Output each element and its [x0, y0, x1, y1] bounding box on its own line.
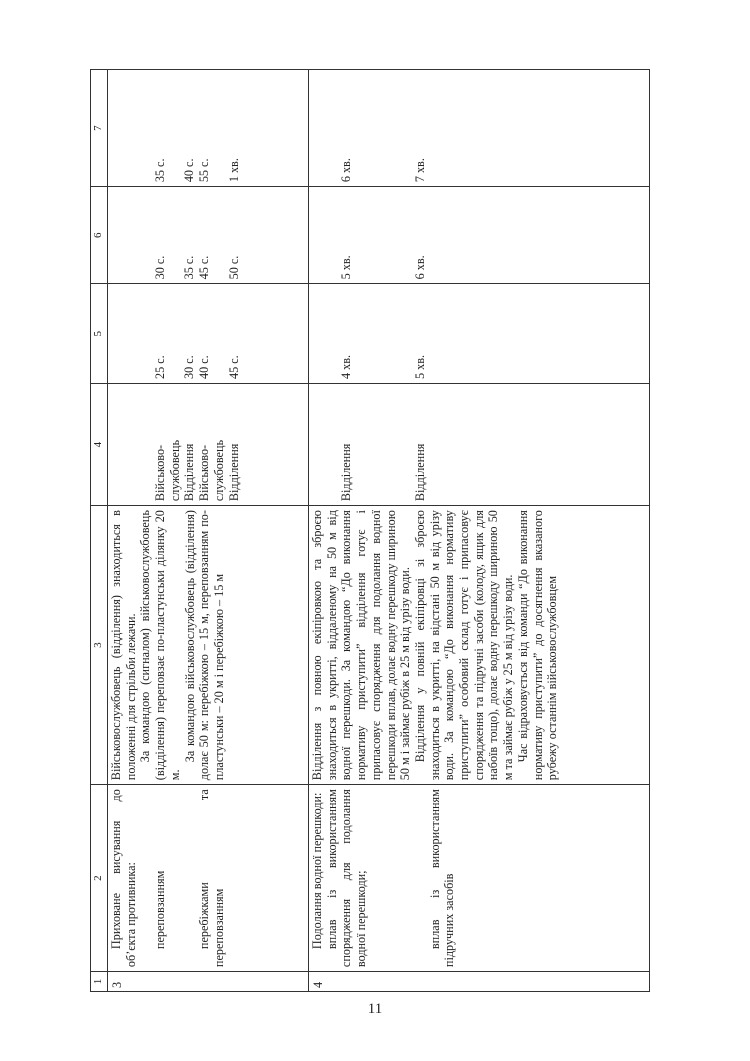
condition-text: За командою військовослужбовець (відділення) долає 50 м: перебіжкою – 15 м, переповзанням по-пластунськи – 20 м і перебіжкою – 15 м — [182, 510, 226, 781]
time-value: 1 хв. — [226, 158, 241, 183]
row-number: 4 — [309, 972, 650, 992]
time-value: 45 с. — [197, 255, 212, 280]
performer: Відділення — [226, 443, 241, 502]
good-cell — [309, 187, 650, 284]
table-row — [309, 70, 650, 992]
column-number: 1 — [91, 972, 108, 992]
exercise-item: перебіжками та переповзанням — [197, 789, 226, 968]
time-value: 30 с. — [182, 355, 197, 380]
column-number-row — [91, 70, 108, 992]
time-value: 6 хв. — [412, 255, 427, 280]
condition-text: За командою (сигналом) військовослужбовець (відділення) переповзає по-пластунськи ділянку 20 м. — [138, 510, 182, 781]
time-value: 45 с. — [226, 355, 241, 380]
page-number: 11 — [367, 1001, 383, 1017]
satisfactory-cell — [309, 70, 650, 187]
time-value: 30 с. — [153, 255, 168, 280]
condition-text: Військовослужбовець (відділення) знаходиться в положенні для стрільби лежачи. — [109, 510, 138, 781]
exercise-cell — [309, 785, 650, 972]
column-number: 4 — [91, 384, 108, 506]
conditions-cell — [108, 506, 309, 785]
column-number: 6 — [91, 187, 108, 284]
table-row — [108, 70, 309, 992]
exercise-item: вплав із використанням підручних засобів — [427, 789, 457, 968]
performer: Відділення — [412, 443, 427, 502]
excellent-cell — [309, 284, 650, 384]
time-value: 7 хв. — [412, 158, 427, 183]
exercise-cell — [108, 785, 309, 972]
time-value: 55 с. — [197, 158, 212, 183]
exercise-title: Подолання водної перешкоди: — [310, 792, 324, 950]
time-value: 35 с. — [182, 255, 197, 280]
time-value: 35 с. — [153, 158, 168, 183]
time-value: 50 с. — [226, 255, 241, 280]
condition-text: Відділення у повній екіпіровці зі зброєю знаходиться в укритті, на відстані 50 м від урізу води. За командою “До виконання нормативу приступити” особовий склад готує і припасовує спорядження та підручні засоби (колоду, ящик для набоїв тощо), долає водну перешкоду шириною 50 м та займає рубіж у 25 м від урізу води. — [412, 510, 516, 781]
performer: Відділення — [182, 443, 197, 502]
column-number: 2 — [91, 785, 108, 972]
time-value: 25 с. — [153, 355, 168, 380]
conditions-cell — [309, 506, 650, 785]
standards-table — [90, 69, 650, 992]
time-value: 4 хв. — [339, 354, 354, 380]
rotated-table-wrapper — [90, 69, 650, 992]
condition-text: Відділення з повною екіпіровкою та зброєю знаходиться в укритті, віддаленому на 50 м від водної перешкоди. За командою “До виконання нормативу приступити” відділення готує і припасовує спорядження для подолання водної перешкоди вплав, долає водну перешкоду шириною 50 м і займає рубіж в 25 м від урізу води. — [310, 510, 413, 781]
performer-cell — [309, 384, 650, 506]
column-number: 3 — [91, 506, 108, 785]
exercise-title: Приховане висування до об’єкта противника: — [109, 789, 138, 968]
time-value: 40 с. — [197, 355, 212, 380]
condition-text: Час відраховується від команди “До виконання нормативу приступити” до досягнення вказаного рубежу останнім військовослужбовцем — [515, 510, 560, 781]
column-number: 7 — [91, 70, 108, 187]
exercise-item: вплав із використанням спорядження для подолання водної перешкоди; — [324, 789, 369, 968]
performer: Військово-службовець — [153, 439, 182, 502]
excellent-cell — [108, 284, 309, 384]
exercise-item: переповзанням — [153, 870, 168, 950]
good-cell — [108, 187, 309, 284]
performer-cell — [108, 384, 309, 506]
time-value: 40 с. — [182, 158, 197, 183]
satisfactory-cell — [108, 70, 309, 187]
time-value: 5 хв. — [339, 255, 354, 280]
row-number: 3 — [108, 972, 309, 992]
performer: Відділення — [339, 443, 354, 502]
time-value: 6 хв. — [339, 158, 354, 183]
performer: Військово-службовець — [197, 439, 226, 502]
column-number: 5 — [91, 284, 108, 384]
time-value: 5 хв. — [412, 354, 427, 380]
